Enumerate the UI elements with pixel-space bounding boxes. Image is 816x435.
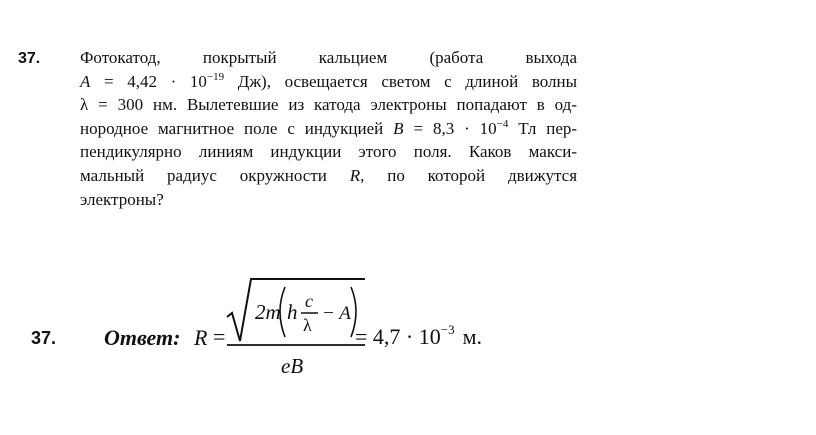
formula-minus-a: − A — [322, 303, 351, 324]
problem-line-5: пендикулярно линиям индукции этого поля. Каков макси- — [80, 142, 577, 162]
formula-2m: 2m — [255, 300, 281, 324]
problem-line-2 — [80, 70, 577, 94]
formula-denominator: eB — [281, 354, 304, 378]
answer-number: 37. — [31, 328, 57, 348]
problem-line-6-text: мальный радиус окружности — [80, 165, 327, 185]
radius-symbol: R — [349, 165, 361, 185]
work-function-symbol: A — [80, 71, 91, 91]
problem-line-6-tail: , по которой движутся — [360, 165, 578, 185]
formula-lambda: λ — [303, 315, 312, 335]
answer-equals: = — [213, 324, 226, 349]
problem-line-2-text: Дж), освещается светом с длиной волны — [237, 71, 578, 91]
answer-result — [355, 324, 482, 350]
answer-variable: R — [194, 325, 208, 350]
result-value: = 4,7 · 10 — [355, 324, 441, 349]
left-paren — [280, 287, 285, 337]
problem-line-3: λ = 300 нм. Вылетевшие из катода электроны попадают в од- — [80, 95, 577, 115]
problem-line-7: электроны? — [80, 189, 164, 209]
work-function-exponent: −19 — [206, 70, 225, 83]
result-unit: м. — [462, 324, 482, 349]
problem-statement — [80, 46, 577, 211]
problem-line-1: Фотокатод, покрытый кальцием (работа выхода — [80, 48, 577, 67]
induction-value: = 8,3 · 10 — [413, 118, 497, 138]
problem-line-4-text: нородное магнитное поле с индукцией — [80, 118, 384, 138]
formula-graphic — [225, 275, 375, 385]
formula-h: h — [287, 300, 298, 324]
problem-line-4 — [80, 117, 577, 141]
formula-c: c — [305, 291, 313, 311]
induction-symbol: B — [393, 118, 404, 138]
result-exponent: −3 — [440, 322, 455, 337]
answer-formula — [225, 275, 375, 385]
answer-label: Ответ: — [104, 325, 181, 350]
induction-exponent: −4 — [496, 117, 509, 130]
work-function-value: = 4,42 · 10 — [104, 71, 207, 91]
problem-line-6 — [80, 164, 577, 188]
problem-number: 37. — [18, 50, 41, 67]
problem-line-4-tail: Тл пер- — [518, 118, 578, 138]
